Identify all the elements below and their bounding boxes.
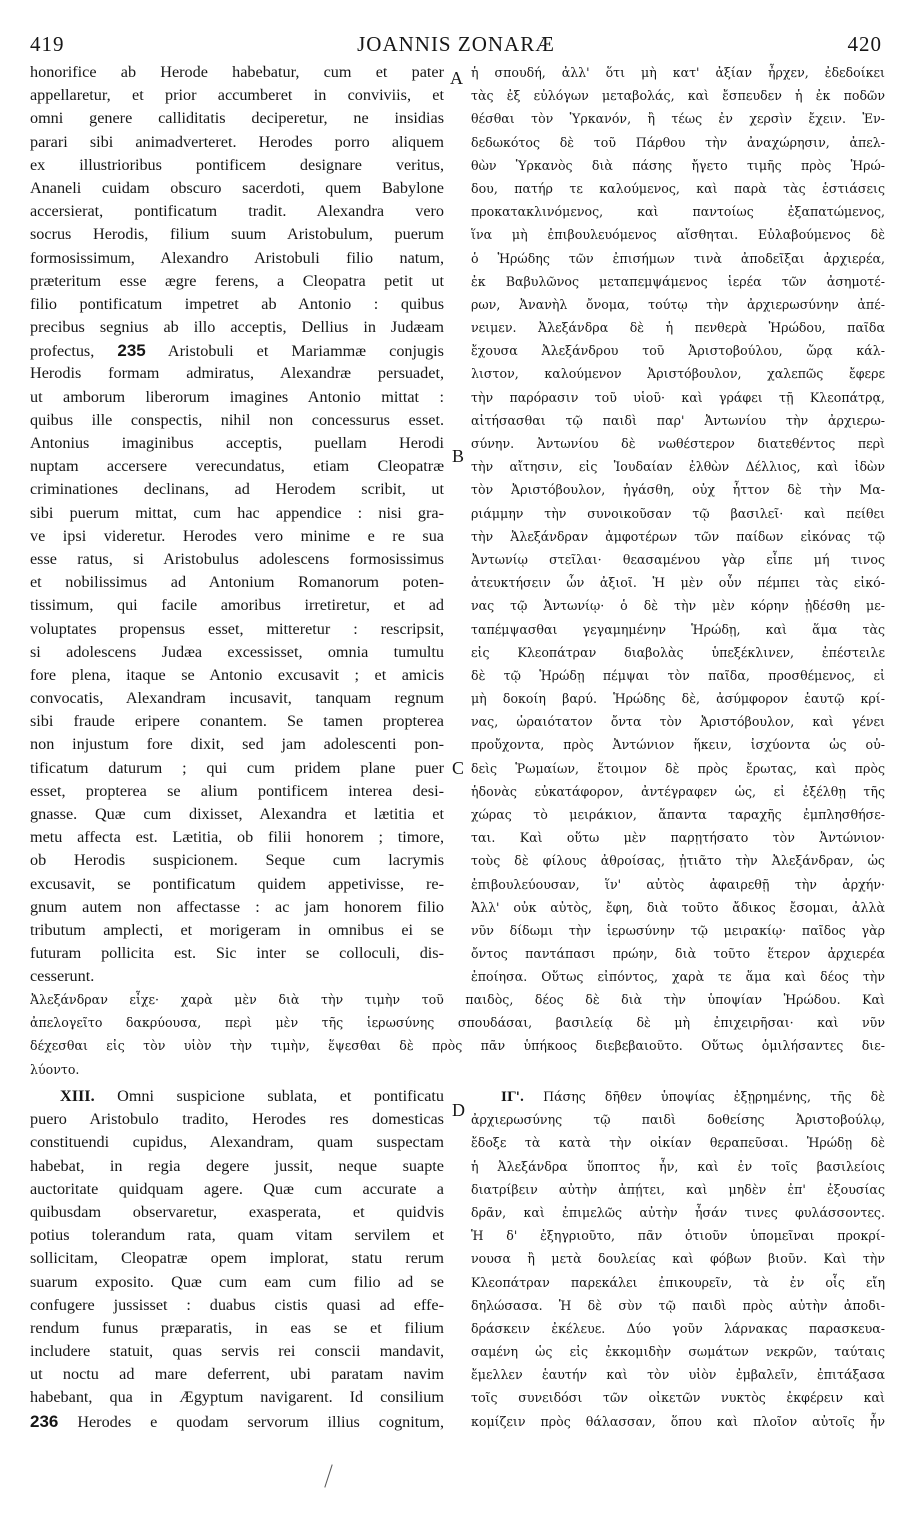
text-line: ve ipsi videretur. Herodes vero minime e re sua (30, 526, 444, 545)
text-line: socrus Herodis, filium suum Aristobulum, puerum (30, 225, 444, 244)
text-line: τὴν παρόρασιν τοῦ υἱοῦ· καὶ γράφει τῇ Κλεοπάτρᾳ, (471, 389, 885, 405)
text-line: Ἀλλ' οὐκ αὐτὸς, ἔφη, διὰ τοῦτο ἄδικος ἔσομαι, ἀλλὰ (471, 899, 885, 915)
text-line: Ἀντωνίῳ στεῖλαι· θεασαμένου γὰρ εἶπε μή τινος (471, 551, 885, 567)
text-line: confugere jussisset : duabus cistis quasi ad effe- (30, 1295, 444, 1314)
text-line: νειμεν. Ἀλεξάνδρα δὲ ἡ πενθερὰ Ἡρώδου, παῖδα (471, 320, 885, 336)
text-line: profectus, 235 Aristobuli et Mariammæ conjugis (30, 341, 444, 361)
text-line: θὼν Ὑρκανὸς διὰ πάσης ἤγετο τιμῆς πρὸς Ἡρώ- (471, 157, 885, 173)
text-line: Ananeli cuidam obscuro sacerdoti, quem Babylone (30, 178, 444, 197)
text-line: δηλώσασα. Ἡ δὲ σὺν τῷ παιδὶ πρὸς αὐτὴν ἀποδι- (471, 1297, 885, 1313)
text-line: ριάμμην τὴν συνοικοῦσαν τῷ βασιλεῖ· καὶ πείθει (471, 505, 885, 521)
section-number: ΙΓ'. (501, 1089, 525, 1104)
text-line: δὲ τῷ Ἡρώδῃ πέμψαι τὸν παῖδα, προσθέμενος, εἰ (471, 667, 885, 683)
text-line: ἐκ Βαβυλῶνος μεταπεμψάμενος ἱερέα τῶν ἀσημοτέ- (471, 273, 885, 289)
text-line: Antonius imaginibus acceptis, puellam Herodi (30, 434, 444, 452)
text-line: θέσθαι τὸν Ὑρκανόν, ἢ τέως ἐν χερσὶν ἔχειν. Ἐν- (471, 111, 885, 127)
text-line: ἀπελογεῖτο δακρύουσα, περὶ μὲν τῆς ἱερωσύνης σπουδάσαι, βασιλείᾳ δὲ μὴ ἐπιχειρῆσαι· καὶ νῦν (30, 1015, 885, 1031)
text-line: λύοντο. (30, 1061, 80, 1077)
text-line: χώρας τὸ μειράκιον, ἅπαντα ταραχῆς ἐμπλησθήσε- (471, 807, 885, 822)
text-line: formosissimum, Alexandro Aristobuli filio natum, (30, 248, 444, 267)
text-line: δεδωκότος δὲ τοῦ Πάρθου τὴν ἀναχώρησιν, ἀπελ- (471, 134, 885, 150)
text-line: rendum funus præparatis, in eas se et filium (30, 1318, 444, 1337)
text-line: δου, πατήρ τε καλούμενος, καὶ παρὰ τὰς ἑστιάσεις (471, 180, 885, 196)
text-line: accersierat, pontificatum tradit. Alexandra vero (30, 202, 444, 221)
text-line: quibus ille conspectis, nihil non concessurus esset. (30, 410, 444, 429)
text-line: honorifice ab Herode habebatur, cum et pater (30, 63, 444, 81)
text-line: τὴν αἴτησιν, εἰς Ἰουδαίαν ἐλθὼν Δέλλιος, καὶ ἰδὼν (471, 459, 885, 475)
running-title: JOANNIS ZONARÆ (357, 32, 555, 56)
text-line: fore plena, itaque se Antonio excusavit ; et amicis (30, 665, 444, 684)
latin-column-bottom (30, 1085, 444, 1433)
text-line: esset, propterea se alium pontificem interea desi- (30, 781, 444, 800)
text-line: XIII. Omni suspicione sublata, et pontificatu (60, 1087, 444, 1105)
text-line: ἔδοξε τὰ κατὰ τὴν οἰκίαν θεραπεῦσαι. Ἡρώδῃ δὲ (471, 1135, 885, 1151)
text-line: νῦν δίδωμι τὴν ἱερωσύνην τῷ μειρακίῳ· παῖδος γὰρ (471, 922, 885, 938)
text-line: εἰς Κλεοπάτραν διαβολὰς ὑπεξέκλινεν, ἐπέστειλε (471, 644, 885, 660)
text-line: ἡ σπουδή, ἀλλ' ὅτι μὴ κατ' ἀξίαν ἦρχεν, ἐδεδοίκει (471, 65, 885, 80)
text-line: ἔχουσα Ἀλεξάνδρου τοῦ Ἀριστοβούλου, ὥρᾳ κάλ- (471, 343, 885, 359)
text-line: convocatis, Alexandram incusavit, tanquam regnum (30, 689, 444, 708)
page-mark: 235 (117, 341, 146, 361)
text-line: ut amborum liberorum imagines Antonio mittat : (30, 387, 444, 406)
text-line: δέχεσθαι εἰς τὸν υἱὸν τὴν τιμὴν, ἕψεσθαι δὲ πρὸς πᾶν ὑπήκοος διεβεβαιοῦτο. Οὕτως ὁμιλήσαντες διε- (30, 1038, 885, 1054)
text-line: ταπέμψασθαι γεγαμημένην Ἡρώδῃ, καὶ ἅμα τὰς (471, 621, 885, 637)
text-line: ἀτευκτήσειν ὧν ἀξιοῖ. Ἡ μὲν οὖν πέμπει τὰς εἰκό- (471, 575, 885, 591)
stray-pen-mark (324, 1464, 332, 1487)
text-line: ὁ Ἡρώδης τῶν ἐπισήμων τινὰ ἀποδεῖξαι ἀρχιερέα, (471, 250, 885, 266)
text-line: ἵνα μὴ ἐπιβουλευόμενος αἴσθηται. Εὐλαβούμενος δὲ (471, 227, 885, 243)
text-line: τοὺς δὲ φίλους ἀθροίσας, ᾐτιᾶτο τὴν Ἀλεξάνδραν, ὡς (471, 853, 885, 869)
page-mark: 236 (30, 1411, 59, 1431)
text-line: ἔμελλεν ἑαυτήν καὶ τὸν υἱὸν ἐμβαλεῖν, ἐπιτάξασα (471, 1367, 885, 1383)
text-line: appellaretur, et prior accumberet in conviviis, et (30, 86, 444, 105)
text-line: Ἡ δ' ἐξηγριοῦτο, πᾶν ὁτιοῦν ὑπομεῖναι προκρί- (471, 1228, 885, 1244)
text-line: διατρίβειν αὐτὴν ἀπῄτει, καὶ μηδὲν ἐπ' ἐξουσίας (471, 1181, 885, 1197)
text-line: precibus segnius ab illo acceptis, Dellius in Judæam (30, 318, 444, 337)
text-line: Ἀλεξάνδραν εἶχε· χαρὰ μὲν διὰ τὴν τιμὴν τοῦ παιδὸς, δέος δὲ διὰ τὴν ὑποψίαν Ἡρώδου. Καὶ (30, 992, 885, 1007)
text-line: parari sibi animadverteret. Herodes porro aliquem (30, 132, 444, 151)
text-line: sibi fraude eripere conantem. Se tamen propterea (30, 712, 444, 731)
text-line: ὄντος παντάπασι πρώην, διὰ τοῦτο ἕτερον ἀρχιερέα (471, 946, 885, 962)
text-line: δεὶς Ῥωμαίων, ἕτοιμον δὲ πρὸς ἔρωτας, καὶ πρὸς (471, 760, 885, 776)
text-line: nuptam accersere verecundatus, etiam Cleopatræ (30, 457, 444, 476)
text-line: tissimum, qui facile amoribus irretiretur, et ad (30, 596, 444, 615)
text-line: προὔχοντα, πρὸς Ἀντώνιον ἥκειν, ἰσχύοντα ὡς οὐ- (471, 737, 885, 753)
text-line: προκατακλινόμενος, καὶ παντοίως ἐξαπατώμενος, (471, 204, 885, 220)
text-line: τὸν Ἀριστόβουλον, ἠγάσθη, οὐχ ἧττον δὲ τὴν Μα- (471, 482, 885, 498)
text-line: metu affecta est. Lætitia, ob filii honorem ; timore, (30, 828, 444, 847)
text-line: criminationes declinans, ad Herodem scribit, ut (30, 480, 444, 499)
text-line: gnum autem non affectasse : ac jam honorem filio (30, 897, 444, 916)
text-line: τὴν Ἀλεξάνδραν ἀμφοτέρων τῶν παίδων εἰκόνας τῷ (471, 528, 885, 544)
text-line: voluptates propensus esset, mitteretur : rescripsit, (30, 619, 444, 638)
text-line: δράσκειν ἐκέλευε. Δύο γοῦν λάρνακας παρασκευα- (471, 1320, 885, 1336)
text-line: Κλεοπάτραν παρεκάλει ἐπικουρεῖν, τὰ ἐν οἷς εἴη (471, 1274, 885, 1290)
text-line: αἰτήσασθαι τῷ παιδὶ παρ' Ἀντωνίου τὴν ἀρχιερω- (471, 412, 885, 428)
text-line: ἀρχιερωσύνης τῷ παιδὶ δοθείσης Ἀριστοβούλῳ, (471, 1112, 885, 1128)
text-line: λιστον, καλούμενον Ἀριστόβουλον, χαλεπῶς ἔφερε (471, 366, 885, 382)
text-line: non injustum fore dixit, sed jam adolescenti pon- (30, 735, 444, 754)
section-number: XIII. (60, 1087, 95, 1105)
text-line: τὰς ἐξ εὐλόγων μεταβολάς, καὶ ἔσπευδεν ἡ ἐκ ποδῶν (471, 88, 885, 104)
text-line: κομίζειν πρὸς θάλασσαν, ὅπου καὶ πλοῖον αὐτοῖς ἦν (471, 1413, 885, 1429)
text-line: Herodis formam admiratus, Alexandræ persuadet, (30, 364, 444, 383)
text-line: δρᾶν, καὶ ἐπιμελῶς αὐτὴν ἦσάν τινες φυλάσσοντες. (471, 1204, 885, 1220)
greek-column-top (471, 61, 885, 989)
latin-column-top (30, 61, 444, 989)
text-line: τοῖς συνειδόσι τῶν οἰκετῶν νυκτὸς ἐκφέρειν καὶ (471, 1390, 885, 1406)
left-page-number: 419 (30, 32, 65, 56)
text-line: ob Herodis suspicionem. Seque cum lacrymis (30, 851, 444, 870)
text-line: habebat, in regia degere jussit, neque suapte (30, 1156, 444, 1175)
text-line: omni genere calliditatis deciperetur, ne insidias (30, 109, 444, 128)
right-page-number: 420 (847, 32, 882, 56)
text-line: ΙΓ'. Πάσης δῆθεν ὑποψίας ἐξῃρημένης, τῆς δὲ (501, 1089, 885, 1104)
text-line: ἐπιβουλεύουσαν, ἵν' αὐτὸς ἀφαιρεθῇ τὴν ἀρχήν· (471, 876, 885, 892)
text-line: ἡδονὰς εὐκατάφορον, ἀντέγραφεν ὡς, εἰ ἐξέλθῃ τῆς (471, 783, 885, 799)
text-line: suarum exposito. Quæ cum eam cum filio ad se (30, 1272, 444, 1291)
margin-marker-a: A (450, 68, 463, 88)
text-line: σύνην. Ἀντωνίου δὲ νωθέστερον διατεθέντος περὶ (471, 436, 885, 451)
greek-full-width-continuation (30, 988, 885, 1081)
text-line: sibi puerum mittat, cum hac appendice : nisi gra- (30, 503, 444, 522)
text-line: tificatum daturum ; qui cum pridem plane puer (30, 758, 444, 777)
text-line: auctoritate quidquam agere. Quæ cum accurate a (30, 1179, 444, 1198)
text-line: ex illustrioribus pontificem designare veritus, (30, 155, 444, 174)
text-line: et nobilissimus ad Antonium Romanorum poten- (30, 573, 444, 592)
text-line: excusavit, se pontificatum quidem appetivisse, re- (30, 874, 444, 893)
text-line: futuram pollicita est. Sic inter se colloculi, dis- (30, 944, 444, 963)
text-line: quibusdam observaretur, exasperata, et quidvis (30, 1202, 444, 1221)
text-line: ἐποίησα. Οὕτως εἰπόντος, χαρὰ τε ἅμα καὶ δέος τὴν (471, 969, 885, 985)
text-line: filio pontificatum impetret ab Antonio : quibus (30, 294, 444, 313)
text-line: ρων, Ἀνανὴλ ὄνομα, τούτῳ τὴν ἀρχιερωσύνην ἀπέ- (471, 296, 885, 312)
text-line: præteritum esse ægre ferens, a Cleopatra petit ut (30, 271, 444, 290)
text-line: μὴ δοκοίη βαρύ. Ἡρώδης δὲ, ἀσύμφορον ἑαυτῷ κρί- (471, 691, 885, 707)
text-line: sollicitam, Cleopatræ opem implorat, statu rerum (30, 1249, 444, 1268)
text-line: puero Aristobulo tradito, Herodes res domesticas (30, 1110, 444, 1129)
text-line: gnasse. Quæ cum dixisset, Alexandra et lætitia et (30, 805, 444, 823)
text-line: cesserunt. (30, 967, 95, 986)
text-line: ται. Καὶ οὕτω μὲν παρῃτήσατο τὸν Ἀντώνιον· (471, 830, 885, 846)
text-line: si adolescens Judæa excessisset, omnia tumultu (30, 642, 444, 661)
text-line: νας, ὡραιότατον ὄντα τὸν Ἀριστόβουλον, καὶ γένει (471, 714, 885, 730)
margin-marker-c: C (452, 758, 465, 778)
text-line: habebant, qua in Ægyptum navigarent. Id consilium (30, 1388, 444, 1407)
text-line: νας τῷ Ἀντωνίῳ· ὁ δὲ τὴν μὲν κόρην ᾐδέσθη με- (471, 598, 885, 614)
greek-column-bottom (471, 1085, 885, 1433)
text-line: ἡ Ἀλεξάνδρα ὕποπτος ἦν, καὶ ἐν τοῖς βασιλείοις (471, 1158, 885, 1174)
text-line: constituendi cupidus, Alexandram, quam suspectam (30, 1133, 444, 1152)
text-line: potius tolerandum rata, quam vitam servilem et (30, 1226, 444, 1245)
text-line: νουσα ἢ μετὰ δουλείας καὶ φόβων βιοῦν. Καὶ τὴν (471, 1251, 885, 1267)
text-line: esse ratus, si Aristobulus adolescens formosissimus (30, 549, 444, 568)
margin-marker-d: D (452, 1100, 465, 1120)
text-line: σαμένη ὡς εἰς ἐκκομιδὴν σωμάτων νεκρῶν, ταύταις (471, 1344, 885, 1360)
margin-marker-b: B (452, 446, 465, 466)
text-line: includere statuit, quas servis rei conscii mandavit, (30, 1342, 444, 1361)
text-line: ut noctu ad mare deferrent, ubi paratam navim (30, 1365, 444, 1384)
text-line: 236 Herodes e quodam servorum illius cognitum, (30, 1411, 444, 1431)
text-line: tributum amplecti, et morigeram in omnibus ei se (30, 920, 444, 939)
